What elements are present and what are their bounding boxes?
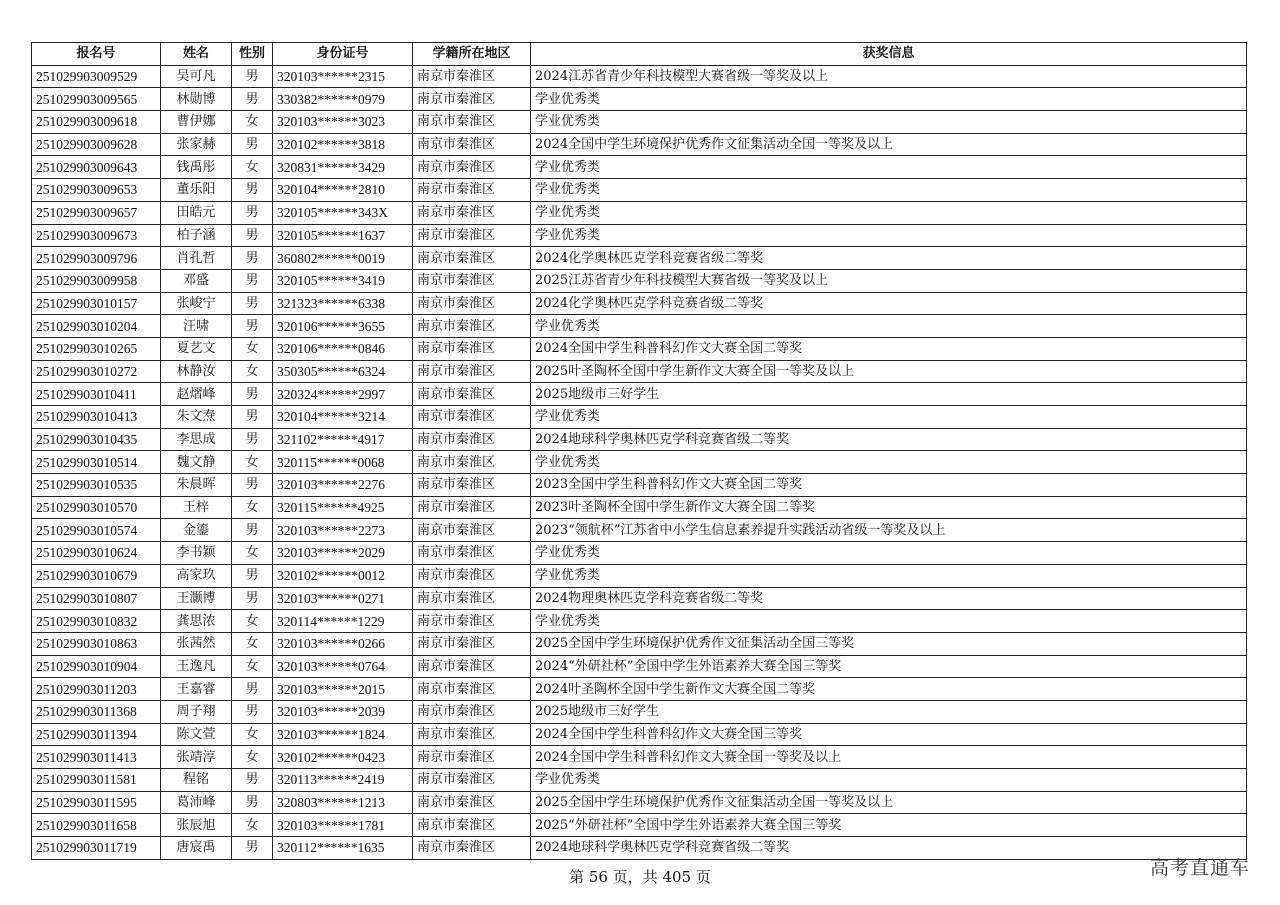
registration-number-cell: 251029903010413 <box>32 406 161 429</box>
registration-number-cell: 251029903009673 <box>32 224 161 247</box>
registration-number-cell: 251029903011658 <box>32 814 161 837</box>
name-cell: 张靖淳 <box>161 746 232 769</box>
award-cell: 2024“外研社杯”全国中学生外语素养大赛全国三等奖 <box>531 655 1247 678</box>
header-name: 姓名 <box>161 43 232 66</box>
award-cell: 2023“领航杯”江苏省中小学生信息素养提升实践活动省级一等奖及以上 <box>531 519 1247 542</box>
table-row <box>32 201 1247 224</box>
region-cell: 南京市秦淮区 <box>413 610 531 633</box>
region-cell: 南京市秦淮区 <box>413 428 531 451</box>
name-cell: 唐宸禹 <box>161 837 232 860</box>
id-card-cell: 320102******3818 <box>273 133 413 156</box>
name-cell: 李思成 <box>161 428 232 451</box>
region-cell: 南京市秦淮区 <box>413 837 531 860</box>
gender-cell: 男 <box>232 133 273 156</box>
table-row <box>32 406 1247 429</box>
region-cell: 南京市秦淮区 <box>413 406 531 429</box>
award-cell: 2024全国中学生科普科幻作文大赛全国二等奖 <box>531 337 1247 360</box>
name-cell: 张辰旭 <box>161 814 232 837</box>
name-cell: 程铭 <box>161 769 232 792</box>
name-cell: 王梓 <box>161 496 232 519</box>
award-cell: 学业优秀类 <box>531 111 1247 134</box>
header-registration-number: 报名号 <box>32 43 161 66</box>
award-cell: 学业优秀类 <box>531 769 1247 792</box>
name-cell: 柏子涵 <box>161 224 232 247</box>
gender-cell: 男 <box>232 519 273 542</box>
name-cell: 张峻宁 <box>161 292 232 315</box>
table-row <box>32 156 1247 179</box>
table-row <box>32 610 1247 633</box>
gender-cell: 男 <box>232 179 273 202</box>
region-cell: 南京市秦淮区 <box>413 496 531 519</box>
gender-cell: 女 <box>232 542 273 565</box>
id-card-cell: 330382******0979 <box>273 88 413 111</box>
region-cell: 南京市秦淮区 <box>413 315 531 338</box>
award-cell: 2025叶圣陶杯全国中学生新作文大赛全国一等奖及以上 <box>531 360 1247 383</box>
id-card-cell: 320103******0764 <box>273 655 413 678</box>
name-cell: 陈文萱 <box>161 723 232 746</box>
name-cell: 张家赫 <box>161 133 232 156</box>
registration-number-cell: 251029903011595 <box>32 791 161 814</box>
award-cell: 2023全国中学生科普科幻作文大赛全国二等奖 <box>531 474 1247 497</box>
gender-cell: 男 <box>232 292 273 315</box>
registration-number-cell: 251029903011394 <box>32 723 161 746</box>
award-cell: 2025地级市三好学生 <box>531 700 1247 723</box>
registration-number-cell: 251029903011203 <box>32 678 161 701</box>
name-cell: 王嘉睿 <box>161 678 232 701</box>
region-cell: 南京市秦淮区 <box>413 632 531 655</box>
registration-number-cell: 251029903011368 <box>32 700 161 723</box>
table-row <box>32 769 1247 792</box>
name-cell: 林勋博 <box>161 88 232 111</box>
registration-number-cell: 251029903010157 <box>32 292 161 315</box>
registration-number-cell: 251029903009643 <box>32 156 161 179</box>
id-card-cell: 320103******0266 <box>273 632 413 655</box>
region-cell: 南京市秦淮区 <box>413 224 531 247</box>
table-row <box>32 451 1247 474</box>
table-row <box>32 360 1247 383</box>
gender-cell: 女 <box>232 337 273 360</box>
header-award: 获奖信息 <box>531 43 1247 66</box>
table-row <box>32 111 1247 134</box>
id-card-cell: 320106******3655 <box>273 315 413 338</box>
region-cell: 南京市秦淮区 <box>413 678 531 701</box>
registration-number-cell: 251029903009657 <box>32 201 161 224</box>
table-row <box>32 519 1247 542</box>
award-cell: 2023叶圣陶杯全国中学生新作文大赛全国二等奖 <box>531 496 1247 519</box>
id-card-cell: 320104******3214 <box>273 406 413 429</box>
region-cell: 南京市秦淮区 <box>413 65 531 88</box>
award-cell: 2024叶圣陶杯全国中学生新作文大赛全国二等奖 <box>531 678 1247 701</box>
gender-cell: 男 <box>232 383 273 406</box>
gender-cell: 女 <box>232 156 273 179</box>
table-row <box>32 224 1247 247</box>
award-cell: 学业优秀类 <box>531 451 1247 474</box>
award-cell: 2024全国中学生科普科幻作文大赛全国一等奖及以上 <box>531 746 1247 769</box>
award-cell: 2025全国中学生环境保护优秀作文征集活动全国三等奖 <box>531 632 1247 655</box>
award-cell: 2024化学奥林匹克学科竞赛省级二等奖 <box>531 247 1247 270</box>
registration-number-cell: 251029903010574 <box>32 519 161 542</box>
name-cell: 肖孔哲 <box>161 247 232 270</box>
gender-cell: 男 <box>232 247 273 270</box>
name-cell: 龚思浓 <box>161 610 232 633</box>
gender-cell: 女 <box>232 723 273 746</box>
gender-cell: 女 <box>232 111 273 134</box>
table-row <box>32 88 1247 111</box>
registration-number-cell: 251029903010679 <box>32 564 161 587</box>
id-card-cell: 320105******343X <box>273 201 413 224</box>
header-region: 学籍所在地区 <box>413 43 531 66</box>
table-row <box>32 383 1247 406</box>
table-row <box>32 837 1247 860</box>
table-row <box>32 632 1247 655</box>
registration-number-cell: 251029903010904 <box>32 655 161 678</box>
name-cell: 葛沛峰 <box>161 791 232 814</box>
id-card-cell: 320114******1229 <box>273 610 413 633</box>
registration-number-cell: 251029903010265 <box>32 337 161 360</box>
gender-cell: 男 <box>232 224 273 247</box>
name-cell: 吴可凡 <box>161 65 232 88</box>
award-cell: 2024全国中学生环境保护优秀作文征集活动全国一等奖及以上 <box>531 133 1247 156</box>
registration-number-cell: 251029903010535 <box>32 474 161 497</box>
region-cell: 南京市秦淮区 <box>413 655 531 678</box>
gender-cell: 男 <box>232 65 273 88</box>
award-cell: 学业优秀类 <box>531 88 1247 111</box>
gender-cell: 女 <box>232 496 273 519</box>
region-cell: 南京市秦淮区 <box>413 292 531 315</box>
region-cell: 南京市秦淮区 <box>413 337 531 360</box>
region-cell: 南京市秦淮区 <box>413 542 531 565</box>
table-row <box>32 315 1247 338</box>
id-card-cell: 320831******3429 <box>273 156 413 179</box>
table-row <box>32 587 1247 610</box>
table-row <box>32 542 1247 565</box>
gender-cell: 女 <box>232 746 273 769</box>
region-cell: 南京市秦淮区 <box>413 88 531 111</box>
region-cell: 南京市秦淮区 <box>413 723 531 746</box>
id-card-cell: 320103******1824 <box>273 723 413 746</box>
table-row <box>32 496 1247 519</box>
award-cell: 2025“外研社杯”全国中学生外语素养大赛全国三等奖 <box>531 814 1247 837</box>
registration-number-cell: 251029903010863 <box>32 632 161 655</box>
table-row <box>32 179 1247 202</box>
table-row <box>32 428 1247 451</box>
gender-cell: 男 <box>232 700 273 723</box>
region-cell: 南京市秦淮区 <box>413 814 531 837</box>
id-card-cell: 320113******2419 <box>273 769 413 792</box>
gender-cell: 男 <box>232 791 273 814</box>
gender-cell: 男 <box>232 406 273 429</box>
id-card-cell: 320115******0068 <box>273 451 413 474</box>
name-cell: 钱禹彤 <box>161 156 232 179</box>
name-cell: 邓盛 <box>161 269 232 292</box>
id-card-cell: 320105******3419 <box>273 269 413 292</box>
id-card-cell: 320324******2997 <box>273 383 413 406</box>
id-card-cell: 320103******2039 <box>273 700 413 723</box>
table-row <box>32 292 1247 315</box>
region-cell: 南京市秦淮区 <box>413 269 531 292</box>
region-cell: 南京市秦淮区 <box>413 201 531 224</box>
award-cell: 学业优秀类 <box>531 610 1247 633</box>
id-card-cell: 320104******2810 <box>273 179 413 202</box>
region-cell: 南京市秦淮区 <box>413 179 531 202</box>
award-cell: 2024化学奥林匹克学科竞赛省级二等奖 <box>531 292 1247 315</box>
region-cell: 南京市秦淮区 <box>413 474 531 497</box>
award-cell: 2024物理奥林匹克学科竞赛省级二等奖 <box>531 587 1247 610</box>
name-cell: 高家玖 <box>161 564 232 587</box>
header-gender: 性别 <box>232 43 273 66</box>
region-cell: 南京市秦淮区 <box>413 360 531 383</box>
gender-cell: 男 <box>232 315 273 338</box>
gender-cell: 男 <box>232 201 273 224</box>
award-roster-table <box>31 42 1247 860</box>
id-card-cell: 320803******1213 <box>273 791 413 814</box>
name-cell: 林静汝 <box>161 360 232 383</box>
region-cell: 南京市秦淮区 <box>413 519 531 542</box>
region-cell: 南京市秦淮区 <box>413 700 531 723</box>
id-card-cell: 320103******2315 <box>273 65 413 88</box>
table-body <box>32 65 1247 859</box>
table-row <box>32 133 1247 156</box>
id-card-cell: 320103******2029 <box>273 542 413 565</box>
registration-number-cell: 251029903009618 <box>32 111 161 134</box>
region-cell: 南京市秦淮区 <box>413 451 531 474</box>
region-cell: 南京市秦淮区 <box>413 587 531 610</box>
gender-cell: 女 <box>232 610 273 633</box>
gender-cell: 男 <box>232 474 273 497</box>
award-cell: 2025江苏省青少年科技模型大赛省级一等奖及以上 <box>531 269 1247 292</box>
registration-number-cell: 251029903011719 <box>32 837 161 860</box>
gender-cell: 男 <box>232 837 273 860</box>
id-card-cell: 321102******4917 <box>273 428 413 451</box>
gender-cell: 女 <box>232 451 273 474</box>
award-cell: 学业优秀类 <box>531 179 1247 202</box>
table-row <box>32 337 1247 360</box>
award-cell: 学业优秀类 <box>531 564 1247 587</box>
registration-number-cell: 251029903010807 <box>32 587 161 610</box>
gender-cell: 男 <box>232 564 273 587</box>
region-cell: 南京市秦淮区 <box>413 564 531 587</box>
registration-number-cell: 251029903009653 <box>32 179 161 202</box>
gender-cell: 女 <box>232 360 273 383</box>
name-cell: 张茜然 <box>161 632 232 655</box>
gender-cell: 男 <box>232 769 273 792</box>
id-card-cell: 320115******4925 <box>273 496 413 519</box>
registration-number-cell: 251029903009796 <box>32 247 161 270</box>
id-card-cell: 320103******2276 <box>273 474 413 497</box>
region-cell: 南京市秦淮区 <box>413 791 531 814</box>
name-cell: 田皓元 <box>161 201 232 224</box>
id-card-cell: 320103******3023 <box>273 111 413 134</box>
name-cell: 朱晨晖 <box>161 474 232 497</box>
name-cell: 赵熠峰 <box>161 383 232 406</box>
name-cell: 魏文静 <box>161 451 232 474</box>
gender-cell: 男 <box>232 269 273 292</box>
name-cell: 王逸凡 <box>161 655 232 678</box>
table-row <box>32 655 1247 678</box>
table-row <box>32 564 1247 587</box>
region-cell: 南京市秦淮区 <box>413 156 531 179</box>
id-card-cell: 350305******6324 <box>273 360 413 383</box>
id-card-cell: 321323******6338 <box>273 292 413 315</box>
registration-number-cell: 251029903010272 <box>32 360 161 383</box>
id-card-cell: 320103******1781 <box>273 814 413 837</box>
award-cell: 2025地级市三好学生 <box>531 383 1247 406</box>
gender-cell: 男 <box>232 428 273 451</box>
table-header <box>32 43 1247 66</box>
registration-number-cell: 251029903011413 <box>32 746 161 769</box>
registration-number-cell: 251029903009529 <box>32 65 161 88</box>
registration-number-cell: 251029903010570 <box>32 496 161 519</box>
award-cell: 学业优秀类 <box>531 406 1247 429</box>
region-cell: 南京市秦淮区 <box>413 133 531 156</box>
table-row <box>32 723 1247 746</box>
header-id-card: 身份证号 <box>273 43 413 66</box>
region-cell: 南京市秦淮区 <box>413 383 531 406</box>
table-row <box>32 791 1247 814</box>
name-cell: 朱文焘 <box>161 406 232 429</box>
gender-cell: 女 <box>232 632 273 655</box>
page-number: 第 56 页，共 405 页 <box>569 868 711 886</box>
name-cell: 曹伊娜 <box>161 111 232 134</box>
header-row <box>32 43 1247 66</box>
name-cell: 周子翔 <box>161 700 232 723</box>
id-card-cell: 320102******0012 <box>273 564 413 587</box>
region-cell: 南京市秦淮区 <box>413 111 531 134</box>
award-cell: 2025全国中学生环境保护优秀作文征集活动全国一等奖及以上 <box>531 791 1247 814</box>
id-card-cell: 320103******2273 <box>273 519 413 542</box>
gender-cell: 男 <box>232 88 273 111</box>
registration-number-cell: 251029903010832 <box>32 610 161 633</box>
id-card-cell: 320105******1637 <box>273 224 413 247</box>
registration-number-cell: 251029903009628 <box>32 133 161 156</box>
registration-number-cell: 251029903010411 <box>32 383 161 406</box>
table-row <box>32 700 1247 723</box>
watermark-logo-text: 高考直通车 <box>1149 857 1250 879</box>
id-card-cell: 320112******1635 <box>273 837 413 860</box>
award-cell: 2024地球科学奥林匹克学科竞赛省级二等奖 <box>531 428 1247 451</box>
name-cell: 王灏博 <box>161 587 232 610</box>
region-cell: 南京市秦淮区 <box>413 769 531 792</box>
gender-cell: 女 <box>232 655 273 678</box>
award-cell: 学业优秀类 <box>531 315 1247 338</box>
award-cell: 2024全国中学生科普科幻作文大赛全国三等奖 <box>531 723 1247 746</box>
id-card-cell: 320103******2015 <box>273 678 413 701</box>
award-cell: 学业优秀类 <box>531 201 1247 224</box>
table-row <box>32 814 1247 837</box>
table-row <box>32 247 1247 270</box>
gender-cell: 男 <box>232 678 273 701</box>
region-cell: 南京市秦淮区 <box>413 746 531 769</box>
table-row <box>32 746 1247 769</box>
table-row <box>32 474 1247 497</box>
registration-number-cell: 251029903011581 <box>32 769 161 792</box>
name-cell: 汪啸 <box>161 315 232 338</box>
name-cell: 金鎏 <box>161 519 232 542</box>
id-card-cell: 320102******0423 <box>273 746 413 769</box>
registration-number-cell: 251029903009565 <box>32 88 161 111</box>
award-cell: 2024地球科学奥林匹克学科竞赛省级二等奖 <box>531 837 1247 860</box>
award-cell: 学业优秀类 <box>531 224 1247 247</box>
registration-number-cell: 251029903010624 <box>32 542 161 565</box>
name-cell: 李书颖 <box>161 542 232 565</box>
id-card-cell: 360802******0019 <box>273 247 413 270</box>
registration-number-cell: 251029903010435 <box>32 428 161 451</box>
registration-number-cell: 251029903010514 <box>32 451 161 474</box>
id-card-cell: 320103******0271 <box>273 587 413 610</box>
registration-number-cell: 251029903009958 <box>32 269 161 292</box>
gender-cell: 男 <box>232 587 273 610</box>
region-cell: 南京市秦淮区 <box>413 247 531 270</box>
table-row <box>32 678 1247 701</box>
registration-number-cell: 251029903010204 <box>32 315 161 338</box>
gender-cell: 女 <box>232 814 273 837</box>
table-row <box>32 269 1247 292</box>
award-cell: 学业优秀类 <box>531 156 1247 179</box>
id-card-cell: 320106******0846 <box>273 337 413 360</box>
award-cell: 2024江苏省青少年科技模型大赛省级一等奖及以上 <box>531 65 1247 88</box>
table-row <box>32 65 1247 88</box>
name-cell: 董乐阳 <box>161 179 232 202</box>
name-cell: 夏艺文 <box>161 337 232 360</box>
award-cell: 学业优秀类 <box>531 542 1247 565</box>
